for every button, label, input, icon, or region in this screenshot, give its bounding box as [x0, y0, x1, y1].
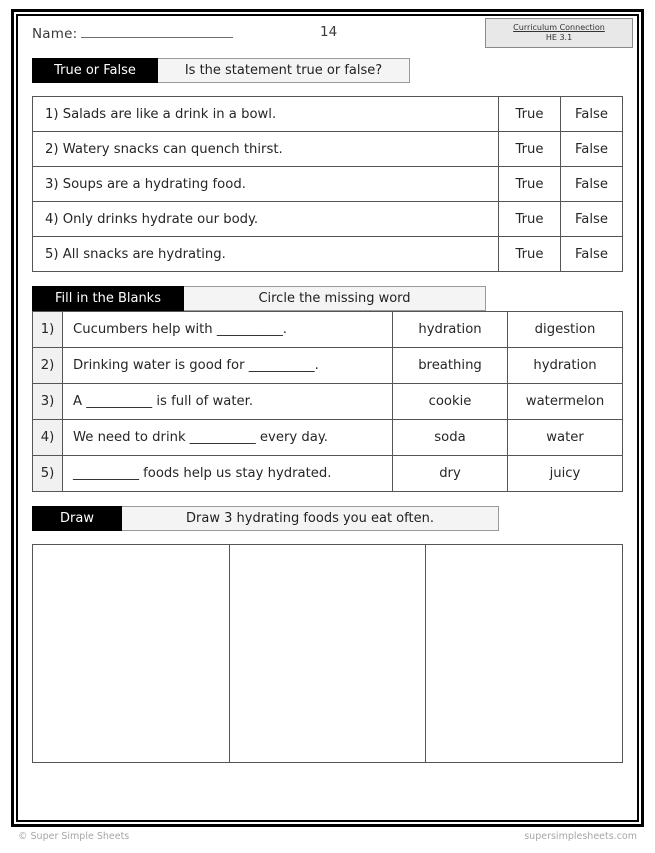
table-row [33, 312, 623, 348]
true-option[interactable]: True [499, 132, 561, 167]
blank-sentence: A __________ is full of water. [63, 384, 393, 420]
name-input-line[interactable] [81, 24, 233, 38]
section-tag-draw: Draw [32, 506, 122, 531]
false-option[interactable]: False [561, 132, 623, 167]
fill-in-blanks-section [20, 286, 635, 492]
table-row [33, 384, 623, 420]
choice-option-a[interactable]: cookie [393, 384, 508, 420]
true-option[interactable]: True [499, 237, 561, 272]
fill-in-blanks-table [32, 311, 623, 492]
row-number: 1) [33, 312, 63, 348]
choice-option-a[interactable]: hydration [393, 312, 508, 348]
page-number: 14 [320, 24, 338, 40]
draw-box[interactable] [229, 545, 426, 763]
worksheet-header [20, 16, 635, 58]
blank-sentence: We need to drink __________ every day. [63, 420, 393, 456]
blank-sentence: __________ foods help us stay hydrated. [63, 456, 393, 492]
draw-box[interactable] [33, 545, 230, 763]
choice-option-b[interactable]: digestion [508, 312, 623, 348]
draw-boxes-table [32, 544, 623, 763]
draw-box[interactable] [426, 545, 623, 763]
choice-option-a[interactable]: breathing [393, 348, 508, 384]
section-description-draw: Draw 3 hydrating foods you eat often. [122, 506, 499, 531]
section-description-true-false: Is the statement true or false? [158, 58, 410, 83]
row-number: 4) [33, 420, 63, 456]
true-option[interactable]: True [499, 202, 561, 237]
table-row [33, 132, 623, 167]
page-footer [18, 828, 637, 844]
table-row [33, 348, 623, 384]
section-header-fill-in-blanks [32, 286, 635, 311]
false-option[interactable]: False [561, 202, 623, 237]
section-header-true-false [32, 58, 635, 83]
false-option[interactable]: False [561, 167, 623, 202]
true-option[interactable]: True [499, 97, 561, 132]
name-field[interactable] [32, 24, 233, 42]
table-row [33, 97, 623, 132]
footer-copyright: © Super Simple Sheets [18, 830, 130, 842]
choice-option-a[interactable]: soda [393, 420, 508, 456]
true-false-statement: 2) Watery snacks can quench thirst. [33, 132, 499, 167]
true-false-statement: 1) Salads are like a drink in a bowl. [33, 97, 499, 132]
row-number: 3) [33, 384, 63, 420]
worksheet-content [20, 16, 635, 820]
section-header-draw [32, 506, 635, 531]
section-tag-fill-in-blanks: Fill in the Blanks [32, 286, 184, 311]
choice-option-a[interactable]: dry [393, 456, 508, 492]
section-tag-true-false: True or False [32, 58, 158, 83]
curriculum-connection-title: Curriculum Connection [513, 23, 605, 32]
choice-option-b[interactable]: juicy [508, 456, 623, 492]
true-false-statement: 3) Soups are a hydrating food. [33, 167, 499, 202]
section-description-fill-in-blanks: Circle the missing word [184, 286, 486, 311]
table-row [33, 167, 623, 202]
table-row [33, 545, 623, 763]
curriculum-connection-badge [485, 18, 633, 48]
true-false-table [32, 96, 623, 272]
false-option[interactable]: False [561, 237, 623, 272]
row-number: 2) [33, 348, 63, 384]
blank-sentence: Cucumbers help with __________. [63, 312, 393, 348]
curriculum-connection-code: HE 3.1 [545, 33, 573, 42]
name-label: Name: [32, 26, 78, 42]
draw-section [20, 506, 635, 763]
row-number: 5) [33, 456, 63, 492]
table-row [33, 202, 623, 237]
true-option[interactable]: True [499, 167, 561, 202]
table-row [33, 237, 623, 272]
choice-option-b[interactable]: hydration [508, 348, 623, 384]
table-row [33, 456, 623, 492]
true-false-statement: 4) Only drinks hydrate our body. [33, 202, 499, 237]
false-option[interactable]: False [561, 97, 623, 132]
choice-option-b[interactable]: watermelon [508, 384, 623, 420]
table-row [33, 420, 623, 456]
blank-sentence: Drinking water is good for __________. [63, 348, 393, 384]
choice-option-b[interactable]: water [508, 420, 623, 456]
true-false-statement: 5) All snacks are hydrating. [33, 237, 499, 272]
footer-website: supersimplesheets.com [524, 830, 637, 842]
